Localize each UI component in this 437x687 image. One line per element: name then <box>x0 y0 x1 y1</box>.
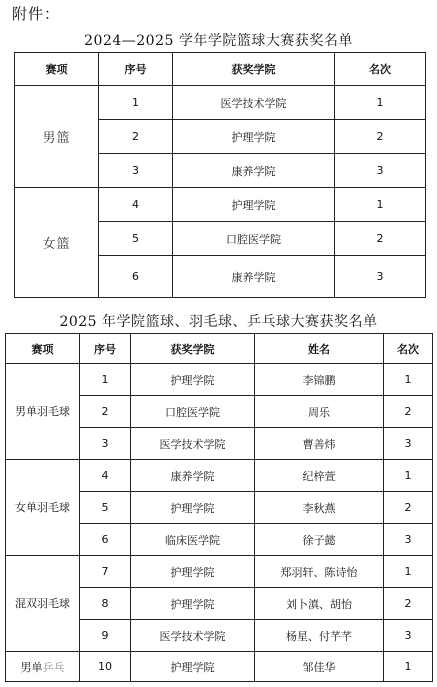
header-event: 赛项 <box>6 334 80 364</box>
header-college: 获奖学院 <box>173 53 335 86</box>
row-rank: 3 <box>335 154 426 188</box>
row-college: 护理学院 <box>131 652 255 682</box>
row-name: 徐子懿 <box>255 524 384 556</box>
row-college: 临床医学院 <box>131 524 255 556</box>
row-rank: 1 <box>384 460 433 492</box>
row-college: 医学技术学院 <box>173 86 335 120</box>
row-number: 2 <box>80 396 131 428</box>
row-name: 李锦鹏 <box>255 364 384 396</box>
row-rank: 1 <box>335 188 426 222</box>
row-rank: 1 <box>335 86 426 120</box>
row-rank: 1 <box>384 652 433 682</box>
row-number: 1 <box>99 86 173 120</box>
header-number: 序号 <box>99 53 173 86</box>
event-category-mens-singles-badminton: 男单羽毛球 <box>6 364 80 460</box>
row-rank: 3 <box>384 524 433 556</box>
table-row <box>6 460 433 492</box>
row-college: 护理学院 <box>131 588 255 620</box>
header-name: 姓名 <box>255 334 384 364</box>
table-row <box>6 652 433 682</box>
table-header-row <box>15 53 426 86</box>
table-row <box>15 86 426 120</box>
row-rank: 3 <box>384 620 433 652</box>
attachment-label: 附件： <box>12 5 61 23</box>
row-college: 护理学院 <box>131 364 255 396</box>
row-number: 6 <box>80 524 131 556</box>
row-rank: 2 <box>384 492 433 524</box>
row-college: 医学技术学院 <box>131 620 255 652</box>
row-college: 康养学院 <box>173 154 335 188</box>
row-name: 曹善炜 <box>255 428 384 460</box>
header-number: 序号 <box>80 334 131 364</box>
row-number: 5 <box>99 222 173 256</box>
row-rank: 2 <box>384 588 433 620</box>
row-college: 口腔医学院 <box>131 396 255 428</box>
basketball-awards-table <box>14 52 426 298</box>
row-number: 1 <box>80 364 131 396</box>
row-number: 9 <box>80 620 131 652</box>
row-number: 7 <box>80 556 131 588</box>
event-category-womens-singles-badminton: 女单羽毛球 <box>6 460 80 556</box>
header-event: 赛项 <box>15 53 99 86</box>
row-number: 5 <box>80 492 131 524</box>
category-part-pingpong: 乒乓 <box>42 660 65 674</box>
row-number: 2 <box>99 120 173 154</box>
event-category-mens-singles-pingpong <box>6 652 80 682</box>
row-name: 周乐 <box>255 396 384 428</box>
row-college: 医学技术学院 <box>131 428 255 460</box>
table-row <box>6 364 433 396</box>
row-name: 刘卜滇、胡怡 <box>255 588 384 620</box>
row-college: 护理学院 <box>173 120 335 154</box>
row-rank: 2 <box>335 222 426 256</box>
row-number: 8 <box>80 588 131 620</box>
row-rank: 3 <box>384 428 433 460</box>
row-number: 4 <box>80 460 131 492</box>
row-college: 康养学院 <box>173 256 335 298</box>
row-college: 护理学院 <box>173 188 335 222</box>
row-name: 李秋燕 <box>255 492 384 524</box>
row-name: 郑羽轩、陈诗怡 <box>255 556 384 588</box>
row-rank: 2 <box>335 120 426 154</box>
event-category-mixed-doubles-badminton: 混双羽毛球 <box>6 556 80 652</box>
row-rank: 2 <box>384 396 433 428</box>
basketball-awards-title: 2024—2025 学年学院篮球大赛获奖名单 <box>84 33 353 49</box>
row-name: 纪梓萱 <box>255 460 384 492</box>
table-row <box>6 556 433 588</box>
row-number: 6 <box>99 256 173 298</box>
row-number: 10 <box>80 652 131 682</box>
row-number: 3 <box>99 154 173 188</box>
row-rank: 1 <box>384 556 433 588</box>
row-college: 护理学院 <box>131 492 255 524</box>
row-rank: 1 <box>384 364 433 396</box>
row-name: 杨星、付芊芊 <box>255 620 384 652</box>
row-college: 护理学院 <box>131 556 255 588</box>
table-header-row <box>6 334 433 364</box>
header-rank: 名次 <box>335 53 426 86</box>
event-category-mens-basketball: 男篮 <box>15 86 99 188</box>
row-name: 邹佳华 <box>255 652 384 682</box>
row-number: 4 <box>99 188 173 222</box>
row-rank: 3 <box>335 256 426 298</box>
row-college: 康养学院 <box>131 460 255 492</box>
badminton-pingpong-awards-table <box>5 333 433 682</box>
header-college: 获奖学院 <box>131 334 255 364</box>
badminton-pingpong-awards-title: 2025 年学院篮球、羽毛球、乒乓球大赛获奖名单 <box>59 314 378 330</box>
table-row <box>15 188 426 222</box>
row-college: 口腔医学院 <box>173 222 335 256</box>
header-rank: 名次 <box>384 334 433 364</box>
row-number: 3 <box>80 428 131 460</box>
event-category-womens-basketball: 女篮 <box>15 188 99 298</box>
category-part-mens-singles: 男单 <box>20 660 43 674</box>
